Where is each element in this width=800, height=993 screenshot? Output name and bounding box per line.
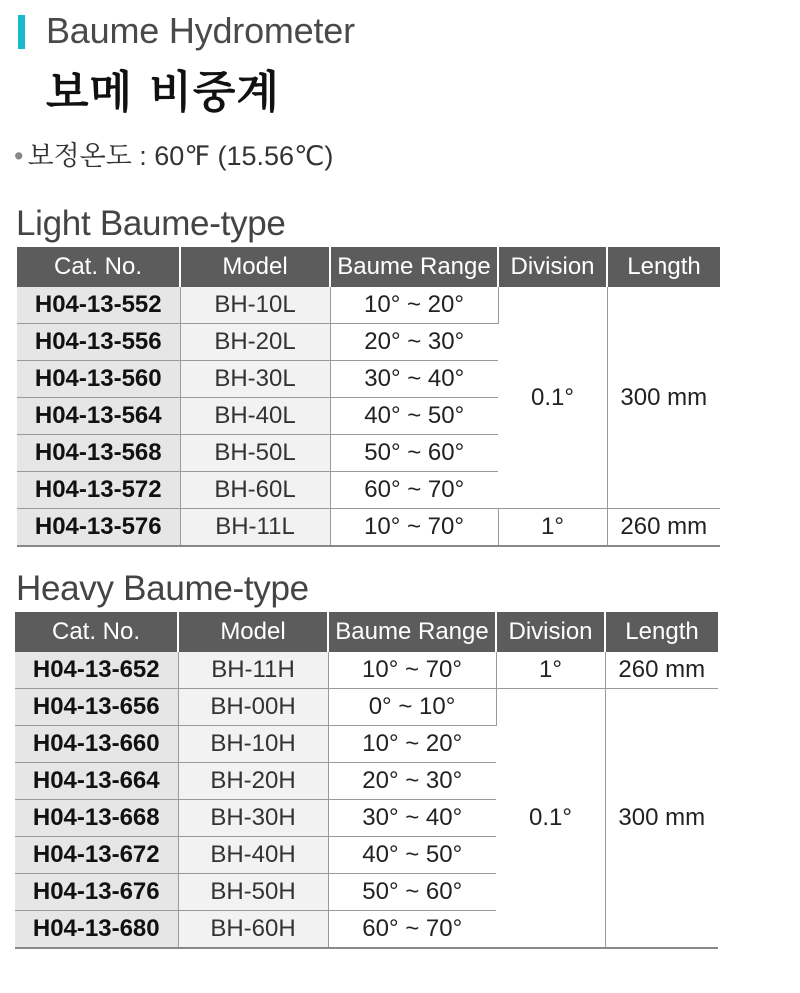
cat-no-cell: H04-13-556 xyxy=(17,324,180,361)
cat-no-cell: H04-13-668 xyxy=(15,800,178,837)
heavy-section-title: Heavy Baume-type xyxy=(16,569,309,608)
cat-no-cell: H04-13-576 xyxy=(17,509,180,547)
cat-no-cell: H04-13-560 xyxy=(17,361,180,398)
baume-range-cell: 30° ~ 40° xyxy=(328,800,496,837)
model-cell: BH-20L xyxy=(180,324,330,361)
cat-no-cell: H04-13-680 xyxy=(15,911,178,949)
table-row xyxy=(15,652,718,689)
table-row xyxy=(15,689,718,726)
baume-range-cell: 10° ~ 20° xyxy=(330,287,498,324)
page-title-english: Baume Hydrometer xyxy=(46,10,355,51)
table-row xyxy=(17,509,720,547)
model-cell: BH-00H xyxy=(178,689,328,726)
baume-range-cell: 40° ~ 50° xyxy=(330,398,498,435)
column-header-baume-range: Baume Range xyxy=(328,612,496,652)
cat-no-cell: H04-13-552 xyxy=(17,287,180,324)
column-header-length: Length xyxy=(605,612,718,652)
cat-no-cell: H04-13-568 xyxy=(17,435,180,472)
column-header-baume-range: Baume Range xyxy=(330,247,498,287)
column-header-model: Model xyxy=(180,247,330,287)
bullet-icon: • xyxy=(14,141,24,171)
column-header-division: Division xyxy=(496,612,605,652)
cat-no-cell: H04-13-656 xyxy=(15,689,178,726)
model-cell: BH-10L xyxy=(180,287,330,324)
baume-range-cell: 10° ~ 70° xyxy=(328,652,496,689)
baume-range-cell: 10° ~ 70° xyxy=(330,509,498,547)
column-header-cat-no: Cat. No. xyxy=(17,247,180,287)
baume-range-cell: 40° ~ 50° xyxy=(328,837,496,874)
table-header-row xyxy=(15,612,718,652)
title-accent-bar xyxy=(18,15,25,49)
model-cell: BH-40L xyxy=(180,398,330,435)
length-cell: 300 mm xyxy=(605,689,718,949)
baume-range-cell: 60° ~ 70° xyxy=(330,472,498,509)
division-cell: 0.1° xyxy=(496,689,605,949)
cat-no-cell: H04-13-572 xyxy=(17,472,180,509)
baume-range-cell: 0° ~ 10° xyxy=(328,689,496,726)
baume-range-cell: 20° ~ 30° xyxy=(328,763,496,800)
model-cell: BH-50H xyxy=(178,874,328,911)
cat-no-cell: H04-13-652 xyxy=(15,652,178,689)
heavy-spec-table xyxy=(15,612,718,949)
model-cell: BH-60H xyxy=(178,911,328,949)
division-cell: 1° xyxy=(496,652,605,689)
column-header-cat-no: Cat. No. xyxy=(15,612,178,652)
calibration-note xyxy=(14,134,333,173)
cat-no-cell: H04-13-664 xyxy=(15,763,178,800)
table-header-row xyxy=(17,247,720,287)
column-header-length: Length xyxy=(607,247,720,287)
model-cell: BH-30L xyxy=(180,361,330,398)
model-cell: BH-10H xyxy=(178,726,328,763)
model-cell: BH-50L xyxy=(180,435,330,472)
length-cell: 260 mm xyxy=(605,652,718,689)
light-spec-table xyxy=(17,247,720,547)
cat-no-cell: H04-13-564 xyxy=(17,398,180,435)
cat-no-cell: H04-13-676 xyxy=(15,874,178,911)
model-cell: BH-11L xyxy=(180,509,330,547)
cat-no-cell: H04-13-672 xyxy=(15,837,178,874)
baume-range-cell: 10° ~ 20° xyxy=(328,726,496,763)
division-cell: 1° xyxy=(498,509,607,547)
model-cell: BH-30H xyxy=(178,800,328,837)
page-title-korean: 보메 비중계 xyxy=(46,67,280,118)
model-cell: BH-60L xyxy=(180,472,330,509)
model-cell: BH-11H xyxy=(178,652,328,689)
model-cell: BH-20H xyxy=(178,763,328,800)
baume-range-cell: 50° ~ 60° xyxy=(330,435,498,472)
baume-range-cell: 60° ~ 70° xyxy=(328,911,496,949)
model-cell: BH-40H xyxy=(178,837,328,874)
column-header-division: Division xyxy=(498,247,607,287)
cat-no-cell: H04-13-660 xyxy=(15,726,178,763)
division-cell: 0.1° xyxy=(498,287,607,509)
column-header-model: Model xyxy=(178,612,328,652)
length-cell: 260 mm xyxy=(607,509,720,547)
light-section-title: Light Baume-type xyxy=(16,204,286,243)
baume-range-cell: 50° ~ 60° xyxy=(328,874,496,911)
table-row xyxy=(17,287,720,324)
calibration-note-text: 보정온도 : 60℉ (15.56℃) xyxy=(27,141,334,171)
length-cell: 300 mm xyxy=(607,287,720,509)
baume-range-cell: 20° ~ 30° xyxy=(330,324,498,361)
baume-range-cell: 30° ~ 40° xyxy=(330,361,498,398)
